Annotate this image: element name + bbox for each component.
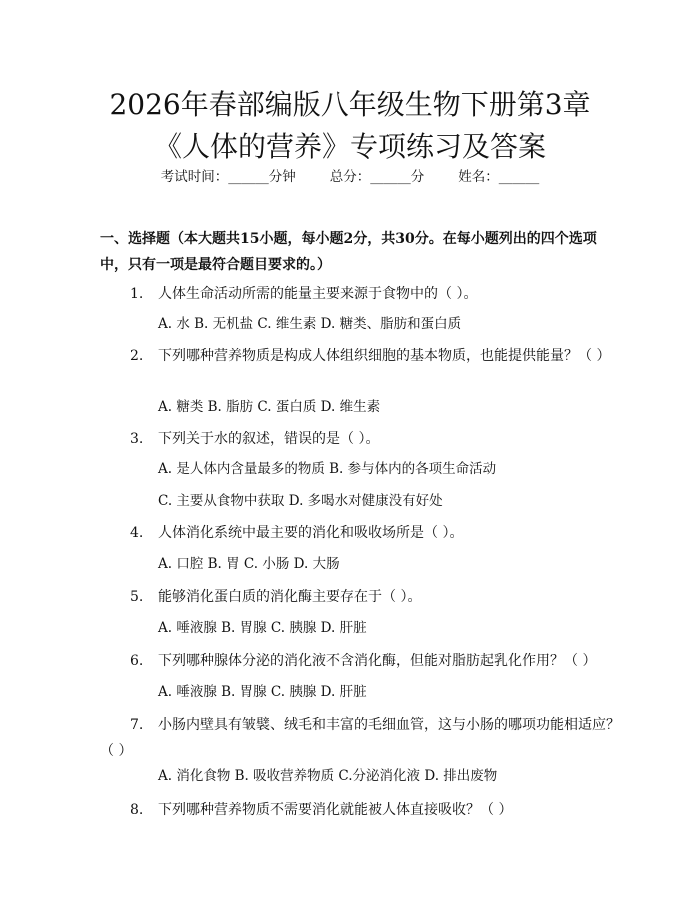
- total-score: 总分：______分: [329, 169, 425, 185]
- exam-time: 考试时间：______分钟: [160, 169, 296, 185]
- question-text: 人体生命活动所需的能量主要来源于食物中的（ ）。: [158, 286, 478, 302]
- question-number: 2.: [130, 348, 144, 364]
- question-1: [100, 281, 620, 307]
- page-title: 2026年春部编版八年级生物下册第3章《人体的营养》专项练习及答案: [109, 88, 591, 163]
- question-7-options: A. 消化食物 B. 吸收营养物质 C.分泌消化液 D. 排出废物: [158, 768, 498, 784]
- question-text: 能够消化蛋白质的消化酶主要存在于（ ）。: [158, 589, 422, 605]
- question-text: 下列关于水的叙述，错误的是（ ）。: [158, 431, 380, 447]
- student-name: 姓名：______: [458, 169, 540, 185]
- question-number: 3.: [130, 431, 144, 447]
- question-number: 6.: [130, 653, 144, 669]
- question-2-options: A. 糖类 B. 脂肪 C. 蛋白质 D. 维生素: [158, 399, 381, 415]
- question-text: 下列哪种营养物质是构成人体组织细胞的基本物质，也能提供能量？（ ）: [158, 348, 611, 364]
- question-number: 4.: [130, 525, 144, 541]
- question-3-options-line-2: C. 主要从食物中获取 D. 多喝水对健康没有好处: [158, 493, 443, 509]
- question-number: 7.: [130, 717, 144, 733]
- question-5: [100, 584, 620, 610]
- question-text: 下列哪种腺体分泌的消化液不含消化酶，但能对脂肪起乳化作用？（ ）: [158, 653, 597, 669]
- exam-info: [0, 166, 700, 188]
- question-5-options: A. 唾液腺 B. 胃腺 C. 胰腺 D. 肝脏: [158, 620, 367, 636]
- question-7: [100, 712, 620, 764]
- question-text: 下列哪种营养物质不需要消化就能被人体直接吸收？（ ）: [158, 802, 513, 818]
- question-number: 1.: [130, 286, 144, 302]
- question-3-options-line-1: A. 是人体内含量最多的物质 B. 参与体内的各项生命活动: [158, 461, 497, 477]
- section-heading: 一、选择题（本大题共15小题，每小题2分，共30分。在每小题列出的四个选项中，只有一项是最符合题目要求的。）: [100, 231, 597, 273]
- question-text: 人体消化系统中最主要的消化和吸收场所是（ ）。: [158, 525, 464, 541]
- question-text: 小肠内壁具有皱襞、绒毛和丰富的毛细血管，这与小肠的哪项功能相适应？（ ）: [100, 717, 620, 759]
- question-2: [100, 343, 620, 369]
- question-4-options: A. 口腔 B. 胃 C. 小肠 D. 大肠: [158, 556, 340, 572]
- question-6-options: A. 唾液腺 B. 胃腺 C. 胰腺 D. 肝脏: [158, 684, 367, 700]
- question-1-options: A. 水 B. 无机盐 C. 维生素 D. 糖类、脂肪和蛋白质: [158, 316, 462, 332]
- question-3: [100, 426, 620, 452]
- question-number: 8.: [130, 802, 144, 818]
- question-8: [100, 797, 620, 823]
- question-4: [100, 520, 620, 546]
- question-number: 5.: [130, 589, 144, 605]
- question-6: [100, 648, 620, 674]
